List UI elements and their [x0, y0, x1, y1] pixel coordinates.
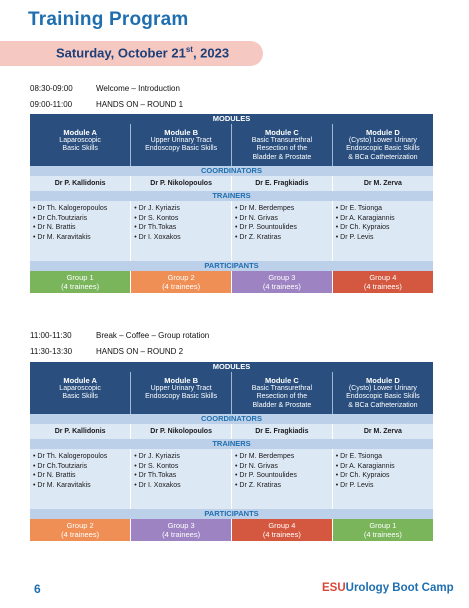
trainers-cell: • Dr E. Tsionga • Dr A. Karagiannis • Dr Ch. Kypraios • Dr P. Levis	[332, 449, 433, 509]
round2-table	[30, 362, 433, 541]
coordinator-cell: Dr P. Kallidonis	[30, 424, 131, 439]
modules-header: MODULES	[30, 362, 433, 372]
trainers-cell: • Dr Th. Kalogeropoulos • Dr Ch.Toutziaris • Dr N. Brattis • Dr M. Karavitakis	[30, 449, 131, 509]
module-cell: Module D (Cysto) Lower Urinary Endoscopic Basic Skills & BCa Catheterization	[332, 372, 433, 414]
trainers-cell: • Dr Th. Kalogeropoulos • Dr Ch.Toutziaris • Dr N. Brattis • Dr M. Karavitakis	[30, 201, 131, 261]
group-cell: Group 3 (4 trainees)	[232, 271, 333, 293]
group-cell: Group 3 (4 trainees)	[131, 519, 232, 541]
trainers-cell: • Dr J. Kyriazis • Dr S. Kontos • Dr Th.Tokas • Dr I. Xoxakos	[131, 201, 232, 261]
date-label: Saturday, October 21st, 2023	[56, 45, 230, 61]
group-cell: Group 2 (4 trainees)	[30, 519, 131, 541]
coordinator-cell: Dr P. Nikolopoulos	[131, 424, 232, 439]
coordinators-header: COORDINATORS	[30, 166, 433, 176]
coordinator-cell: Dr M. Zerva	[332, 176, 433, 191]
trainers-cell: • Dr M. Berdempes • Dr N. Grivas • Dr P. Sountoulides • Dr Z. Kratiras	[232, 449, 333, 509]
module-cell: Module B Upper Urinary Tract Endoscopy Basic Skills	[131, 372, 232, 414]
schedule-item: 11:00-11:30 Break – Coffee – Group rotation	[30, 331, 210, 340]
coordinator-cell: Dr E. Fragkiadis	[232, 424, 333, 439]
group-cell: Group 1 (4 trainees)	[30, 271, 131, 293]
coordinator-cell: Dr M. Zerva	[332, 424, 433, 439]
coordinator-cell: Dr P. Kallidonis	[30, 176, 131, 191]
module-cell: Module C Basic Transurethral Resection of the Bladder & Prostate	[232, 124, 333, 166]
module-cell: Module D (Cysto) Lower Urinary Endoscopic Basic Skills & BCa Catheterization	[332, 124, 433, 166]
group-cell: Group 1 (4 trainees)	[332, 519, 433, 541]
group-cell: Group 4 (4 trainees)	[232, 519, 333, 541]
coordinators-header: COORDINATORS	[30, 414, 433, 424]
trainers-header: TRAINERS	[30, 439, 433, 449]
participants-header: PARTICIPANTS	[30, 509, 433, 519]
trainers-cell: • Dr E. Tsionga • Dr A. Karagiannis • Dr Ch. Kypraios • Dr P. Levis	[332, 201, 433, 261]
trainers-header: TRAINERS	[30, 191, 433, 201]
page-number: 6	[34, 582, 41, 596]
schedule-item: 08:30-09:00 Welcome – Introduction	[30, 84, 180, 93]
schedule-item: 11:30-13:30 HANDS ON – ROUND 2	[30, 347, 184, 356]
page-title: Training Program	[28, 9, 189, 30]
group-cell: Group 4 (4 trainees)	[332, 271, 433, 293]
round1-table	[30, 114, 433, 293]
coordinator-cell: Dr P. Nikolopoulos	[131, 176, 232, 191]
module-cell: Module A Laparoscopic Basic Skills	[30, 124, 131, 166]
coordinator-cell: Dr E. Fragkiadis	[232, 176, 333, 191]
trainers-cell: • Dr J. Kyriazis • Dr S. Kontos • Dr Th.Tokas • Dr I. Xoxakos	[131, 449, 232, 509]
module-cell: Module C Basic Transurethral Resection of the Bladder & Prostate	[232, 372, 333, 414]
module-cell: Module B Upper Urinary Tract Endoscopy Basic Skills	[131, 124, 232, 166]
brand-logo: ESUUrology Boot Camp	[322, 582, 454, 594]
group-cell: Group 2 (4 trainees)	[131, 271, 232, 293]
participants-header: PARTICIPANTS	[30, 261, 433, 271]
modules-header: MODULES	[30, 114, 433, 124]
trainers-cell: • Dr M. Berdempes • Dr N. Grivas • Dr P. Sountoulides • Dr Z. Kratiras	[232, 201, 333, 261]
schedule-item: 09:00-11:00 HANDS ON – ROUND 1	[30, 100, 184, 109]
module-cell: Module A Laparoscopic Basic Skills	[30, 372, 131, 414]
